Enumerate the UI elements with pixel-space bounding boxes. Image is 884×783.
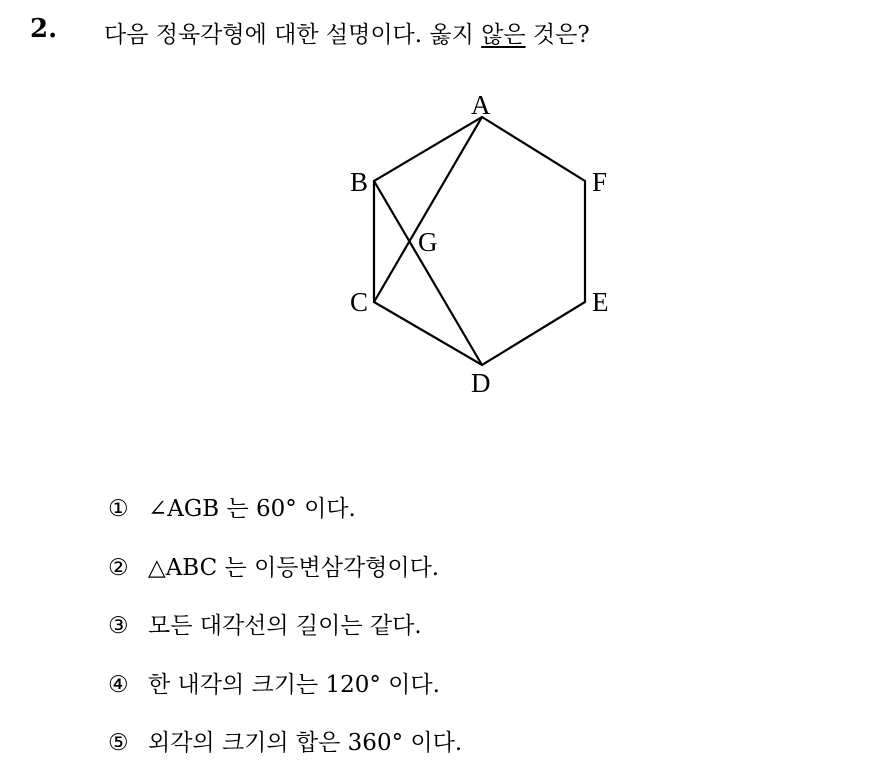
- choice-mark: ③: [108, 613, 129, 639]
- choice-text: 외각의 크기의 합은 360° 이다.: [148, 730, 463, 756]
- stem-text-before: 다음 정육각형에 대한 설명이다. 옳지: [104, 22, 482, 48]
- stem-text-after: 것은?: [525, 22, 590, 48]
- choice-text: 모든 대각선의 길이는 같다.: [148, 613, 422, 639]
- vertex-label-a: A: [471, 90, 491, 120]
- intersection-label-g: G: [418, 227, 438, 257]
- choice-text: △ABC 는 이등변삼각형이다.: [148, 554, 440, 581]
- choice-text: ∠AGB 는 60° 이다.: [148, 496, 356, 522]
- vertex-label-d: D: [471, 368, 491, 398]
- answer-choices: [108, 490, 462, 783]
- vertex-label-f: F: [592, 167, 608, 197]
- stem-underlined-word: 않은: [481, 22, 526, 48]
- choice-mark: ⑤: [108, 730, 129, 756]
- choice-mark: ②: [108, 554, 129, 581]
- hexagon-outline: [374, 117, 585, 365]
- choice-5[interactable]: [108, 724, 462, 783]
- choice-text: 한 내각의 크기는 120° 이다.: [148, 671, 440, 698]
- choice-mark: ④: [108, 671, 129, 698]
- vertex-label-b: B: [350, 167, 369, 197]
- choice-3[interactable]: [108, 607, 462, 666]
- choice-2[interactable]: [108, 549, 462, 608]
- vertex-label-e: E: [592, 287, 609, 317]
- choice-1[interactable]: [108, 490, 462, 549]
- question-number: 2.: [30, 14, 58, 44]
- vertex-label-c: C: [350, 287, 369, 317]
- choice-4[interactable]: [108, 666, 462, 725]
- choice-mark: ①: [108, 496, 129, 522]
